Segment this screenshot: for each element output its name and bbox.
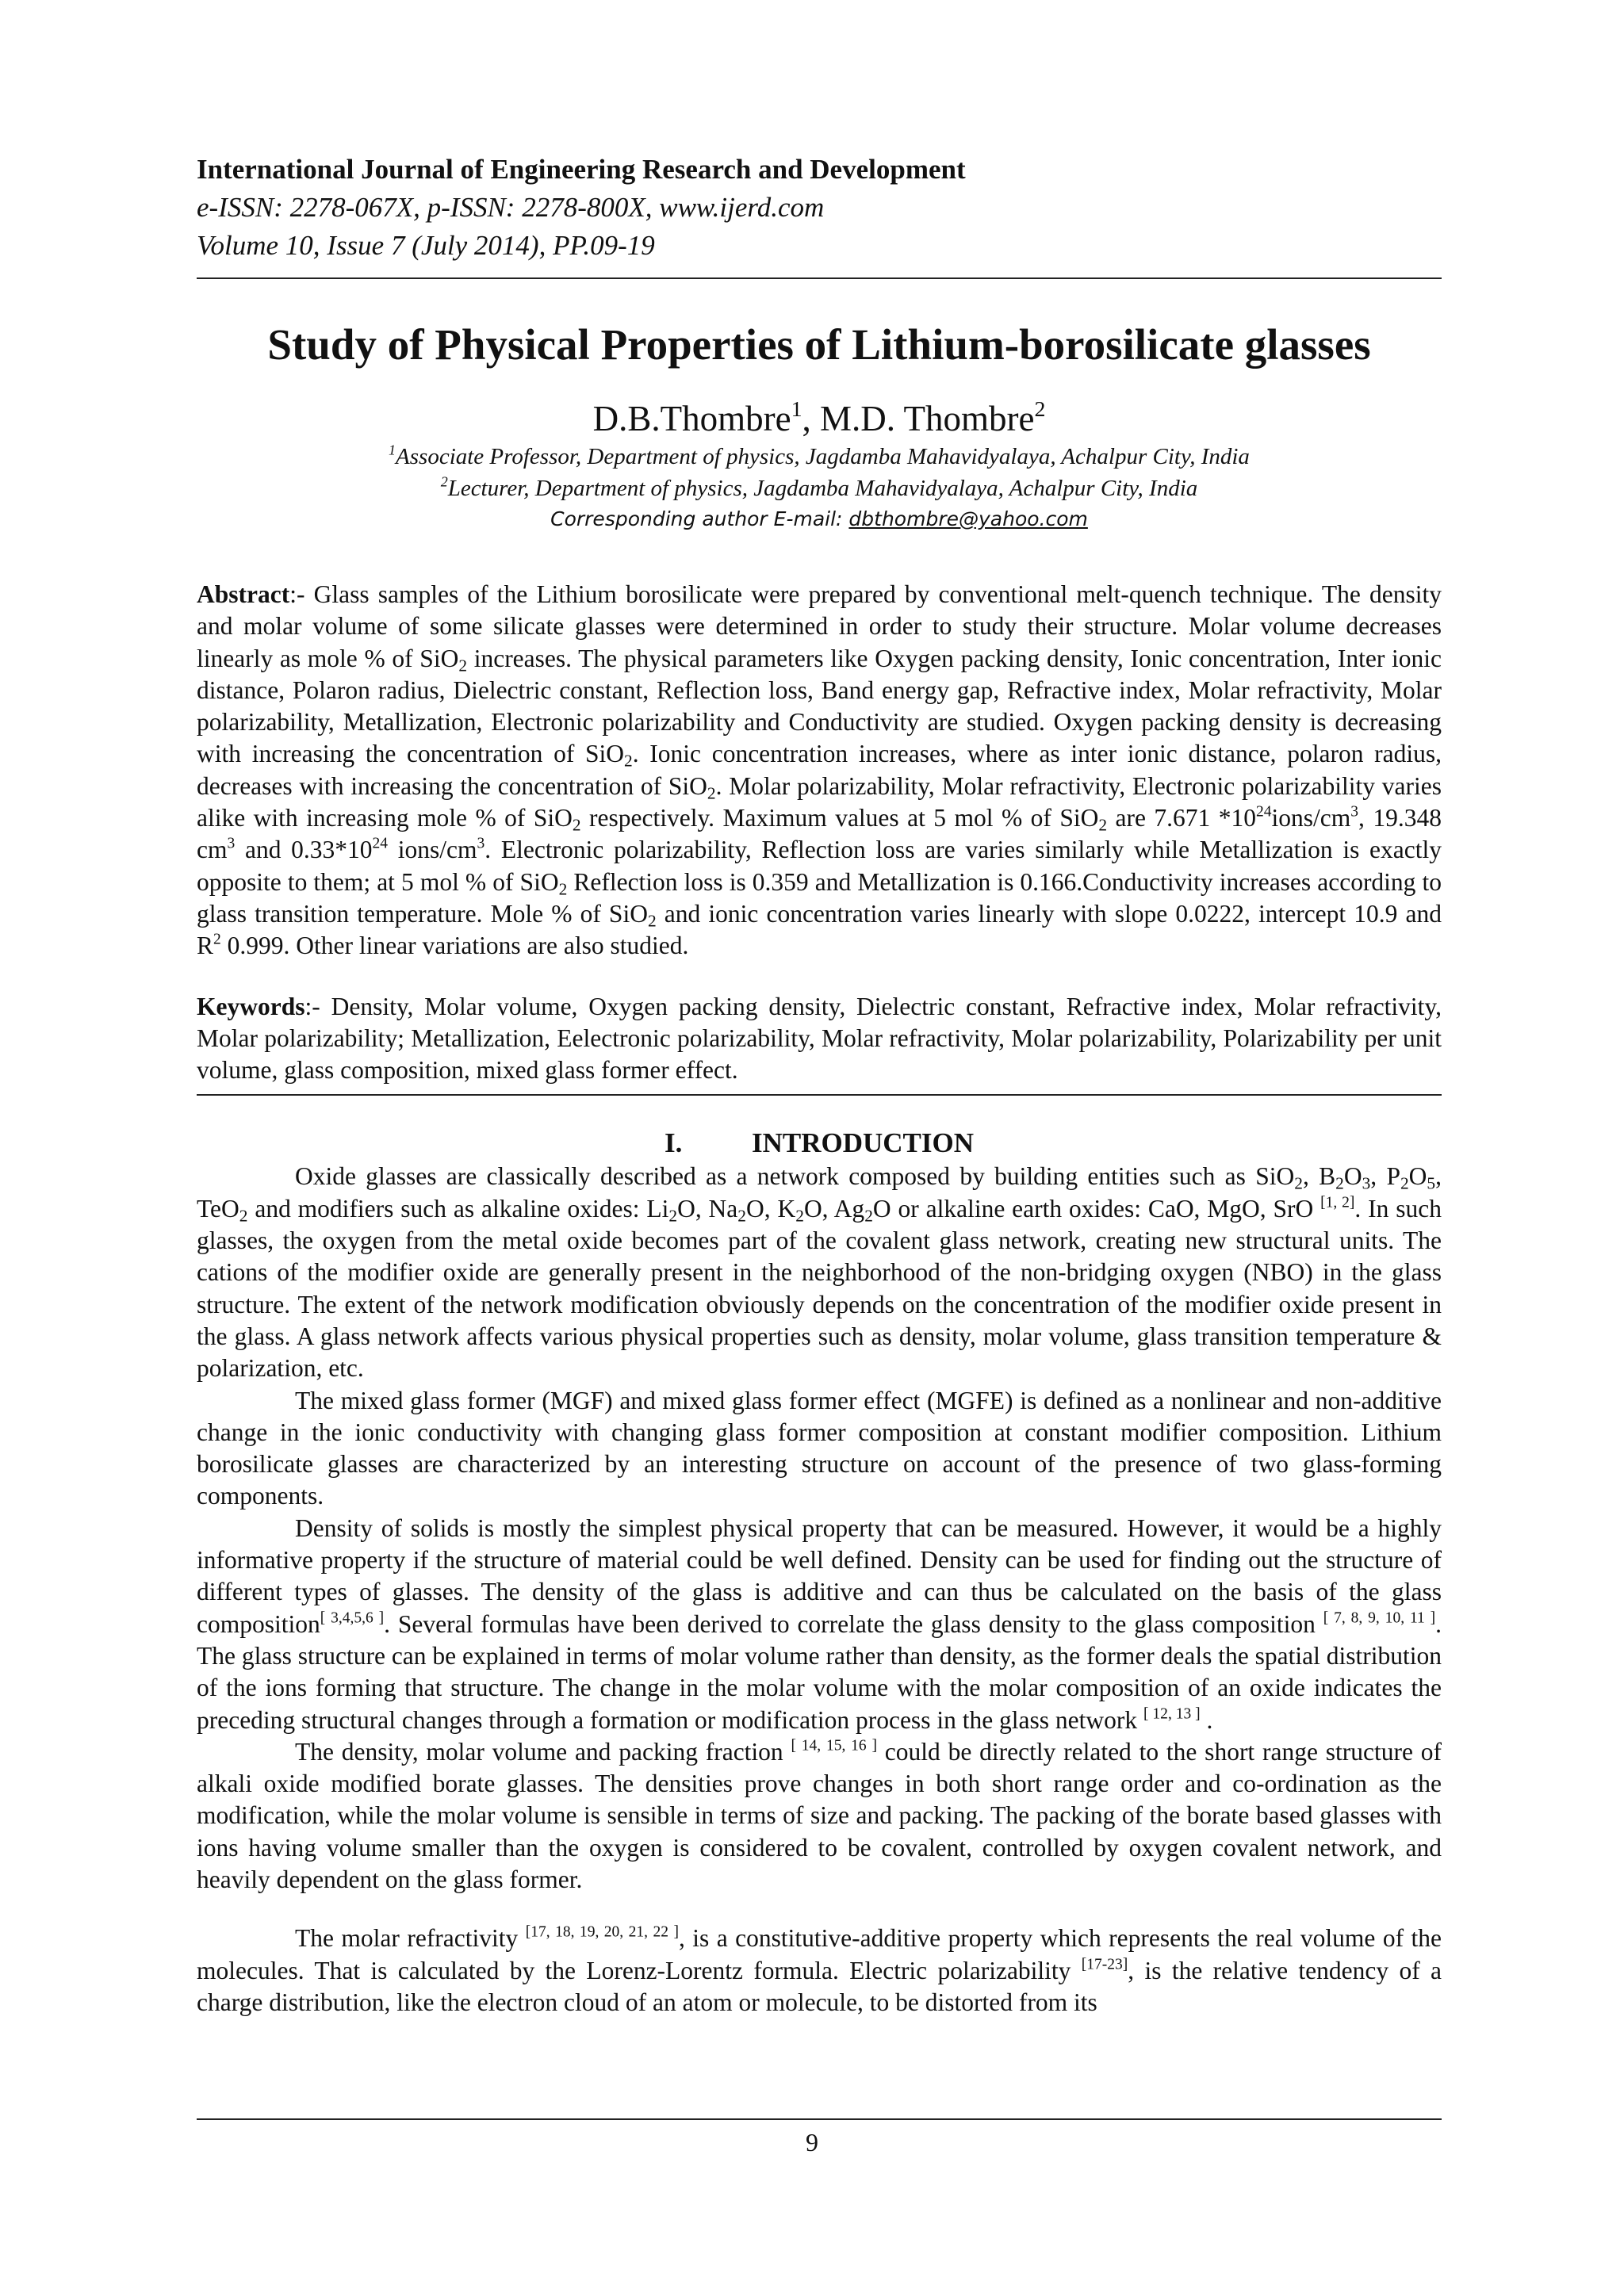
- intro-text: . The glass structure can be explained in terms of molar volume rather than density, as the former deals the spatial distribution of the ions forming that structure. The change in the molar volume with the molar composition of an oxide indicates the preceding structural changes through a formation or modification process in the glass network: [197, 1609, 1442, 1734]
- intro-text: , TeO: [197, 1162, 1442, 1223]
- intro-text: O, Ag: [803, 1194, 865, 1223]
- affiliation-1-text: Associate Professor, Department of physics, Jagdamba Mahavidyalaya, Achalpur City, India: [396, 444, 1250, 469]
- intro-text: The density, molar volume and packing fraction: [295, 1737, 791, 1766]
- intro-text: Density of solids is mostly the simplest physical property that can be measured. However, it would be a highly informative property if the structure of material could be well defined. Density can be used for finding out the structure of different types of glasses. The density of the glass is additive and can thus be calculated on the basis of the glass composition: [197, 1513, 1442, 1638]
- intro-text: could be directly related to the short range structure of alkali oxide modified borate glasses. The densities prove changes in both short range order and co-ordination as the modification, while the molar volume is sensible in terms of size and packing. The packing of the borate based glasses with ions having volume smaller than the oxygen is considered to be covalent, controlled by oxygen covalent network, and heavily dependent on the glass former.: [197, 1737, 1442, 1893]
- author-1: D.B.Thombre: [592, 399, 791, 438]
- citation: [1, 2]: [1320, 1194, 1355, 1211]
- subscript: 2: [1294, 1173, 1303, 1193]
- author-line: [197, 396, 1442, 441]
- subscript: 2: [647, 911, 657, 931]
- abstract-label: Abstract: [197, 580, 290, 608]
- intro-text: , B: [1302, 1162, 1336, 1191]
- affiliation-2-mark: 2: [440, 473, 448, 490]
- superscript: 3: [1350, 803, 1359, 821]
- abstract-text-1: Glass samples of the Lithium borosilicate were prepared by conventional melt-quench technique. The density and molar volume of some silicate glasses were determined in order to study their structure. Molar volume decreases linearly as mole % of SiO: [197, 580, 1442, 672]
- subscript: 2: [239, 1206, 248, 1226]
- subscript: 2: [1400, 1173, 1409, 1193]
- subscript: 2: [624, 751, 633, 771]
- abstract-text-3: . Ionic concentration increases, where as inter ionic distance, polaron radius, decreases with increasing the concentration of SiO: [197, 740, 1442, 800]
- author-separator: ,: [802, 399, 821, 438]
- footer-rule: [197, 2118, 1442, 2120]
- intro-text: .: [1200, 1705, 1213, 1734]
- abstract-text-4: . Molar polarizability, Molar refractivity, Electronic polarizability varies alike with increasing mole % of SiO: [197, 771, 1442, 832]
- affiliation-1: [197, 441, 1442, 473]
- intro-text: . Several formulas have been derived to correlate the glass density to the glass composition: [384, 1609, 1323, 1638]
- journal-header: [197, 151, 1442, 265]
- intro-paragraph-3: [197, 1513, 1442, 1736]
- corresponding-label: Corresponding author E-mail:: [550, 507, 849, 530]
- subscript: 2: [795, 1206, 804, 1226]
- abstract-text-9: and 0.33*10: [235, 836, 373, 864]
- keywords-sep: :-: [304, 992, 331, 1020]
- subscript: 2: [572, 815, 581, 835]
- abstract-text-5: respectively. Maximum values at 5 mol % of SiO: [580, 804, 1099, 832]
- subscript: 2: [864, 1206, 873, 1226]
- intro-text: O, Na: [677, 1194, 738, 1223]
- abstract-text-10: ions/cm: [388, 836, 477, 864]
- corresponding-author: [197, 504, 1442, 534]
- citation: [ 7, 8, 9, 10, 11 ]: [1323, 1609, 1436, 1626]
- abstract-text-14: 0.999. Other linear variations are also studied.: [220, 932, 689, 960]
- intro-paragraph-4: [197, 1736, 1442, 1896]
- intro-text: , is the relative tendency of a charge distribution, like the electron cloud of an atom or molecule, to be distorted from its: [197, 1956, 1442, 2016]
- abstract-text-6: are 7.671 *10: [1107, 804, 1257, 832]
- intro-text: , P: [1370, 1162, 1400, 1191]
- intro-text: O: [1343, 1162, 1362, 1191]
- superscript: 3: [227, 835, 236, 852]
- affiliation-1-mark: 1: [389, 442, 396, 458]
- author-2: M.D. Thombre: [820, 399, 1035, 438]
- intro-text: O, K: [746, 1194, 796, 1223]
- intro-text: O or alkaline earth oxides: CaO, MgO, SrO: [872, 1194, 1321, 1223]
- corresponding-email-link[interactable]: dbthombre@yahoo.com: [848, 507, 1088, 530]
- superscript: 2: [213, 931, 221, 948]
- citation: [17-23]: [1081, 1955, 1128, 1973]
- intro-text: The molar refractivity: [295, 1924, 526, 1953]
- intro-text: O: [1408, 1162, 1427, 1191]
- keywords-label: Keywords: [197, 992, 305, 1020]
- abstract-text-8: , 19.348 cm: [197, 804, 1442, 864]
- intro-text: , is a constitutive-additive property which represents the real volume of the molecules. That is calculated by the Lorenz-Lorentz formula. Electric polarizability: [197, 1924, 1442, 1984]
- paper-title: Study of Physical Properties of Lithium-borosilicate glasses: [267, 320, 1371, 369]
- page-number: 9: [806, 2128, 818, 2156]
- keywords-text: Density, Molar volume, Oxygen packing density, Dielectric constant, Refractive index, Molar refractivity, Molar polarizability; Metallization, Eelectronic polarizability, Molar refractivity, Molar polarizability, Polarizability per unit volume, glass composition, mixed glass former effect.: [197, 992, 1442, 1085]
- superscript: 3: [477, 835, 485, 852]
- abstract-text-2: increases. The physical parameters like Oxygen packing density, Ionic concentration, Inter ionic distance, Polaron radius, Dielectric constant, Reflection loss, Band energy gap, Refractive index, Molar refractivity, Molar polarizability, Metallization, Electronic polarizability and Conductivity are studied. Oxygen packing density is decreasing with increasing the concentration of SiO: [197, 644, 1442, 768]
- intro-paragraph-1: [197, 1161, 1442, 1384]
- subscript: 5: [1427, 1173, 1436, 1193]
- author-2-mark: 2: [1034, 396, 1046, 422]
- author-1-mark: 1: [791, 396, 802, 422]
- intro-paragraph-2: The mixed glass former (MGF) and mixed glass former effect (MGFE) is defined as a nonlinear and non-additive change in the ionic conductivity with changing glass former composition at constant modifier composition. Lithium borosilicate glasses are characterized by an interesting structure on account of the presence of two glass-forming components.: [197, 1386, 1442, 1510]
- abstract-text-12: Reflection loss is 0.359 and Metallization is 0.166.Conductivity increases according to glass transition temperature. Mole % of SiO: [197, 867, 1442, 928]
- abstract-text-13: and ionic concentration varies linearly with slope 0.0222, intercept 10.9 and R: [197, 899, 1442, 960]
- keywords: [197, 991, 1442, 1087]
- citation: [ 14, 15, 16 ]: [791, 1737, 877, 1755]
- journal-issn: e-ISSN: 2278-067X, p-ISSN: 2278-800X, www.ijerd.com: [197, 192, 825, 223]
- keywords-rule: [197, 1094, 1442, 1096]
- journal-volume: Volume 10, Issue 7 (July 2014), PP.09-19: [197, 230, 655, 261]
- subscript: 2: [668, 1206, 678, 1226]
- section-title: INTRODUCTION: [751, 1127, 975, 1159]
- subscript: 2: [737, 1206, 746, 1226]
- citation: [ 3,4,5,6 ]: [320, 1609, 385, 1626]
- section-number: I.: [664, 1127, 683, 1159]
- abstract-text-7: ions/cm: [1271, 804, 1351, 832]
- affiliation-2-text: Lecturer, Department of physics, Jagdamba Mahavidyalaya, Achalpur City, India: [447, 476, 1198, 501]
- superscript: 24: [372, 835, 389, 852]
- subscript: 2: [558, 879, 568, 899]
- abstract-text-11: . Electronic polarizability, Reflection loss are varies similarly while Metallization is exactly opposite to them; at 5 mol % of SiO: [197, 836, 1442, 896]
- intro-text: and modifiers such as alkaline oxides: Li: [247, 1194, 669, 1223]
- citation: [ 12, 13 ]: [1143, 1705, 1201, 1722]
- citation: [17, 18, 19, 20, 21, 22 ]: [525, 1923, 679, 1941]
- abstract: [197, 579, 1442, 962]
- subscript: 2: [1335, 1173, 1344, 1193]
- subscript: 3: [1362, 1173, 1371, 1193]
- affiliation-2: [197, 473, 1442, 504]
- subscript: 2: [1098, 815, 1108, 835]
- superscript: 24: [1256, 803, 1272, 821]
- intro-text: Oxide glasses are classically described as a network composed by building entities such as SiO: [295, 1162, 1295, 1191]
- journal-title: International Journal of Engineering Research and Development: [197, 154, 966, 185]
- section-heading: [197, 1126, 1442, 1161]
- abstract-sep: :-: [289, 580, 314, 608]
- subscript: 2: [458, 655, 468, 675]
- intro-paragraph-5: [197, 1923, 1442, 2019]
- subscript: 2: [707, 783, 716, 803]
- intro-text: . In such glasses, the oxygen from the metal oxide becomes part of the covalent glass network, creating new structural units. The cations of the modifier oxide are generally present in the neighborhood of the non-bridging oxygen (NBO) in the glass structure. The extent of the network modification obviously depends on the concentration of the modifier oxide present in the glass. A glass network affects various physical properties such as density, molar volume, glass transition temperature & polarization, etc.: [197, 1194, 1442, 1383]
- paper-page: [197, 151, 1442, 2019]
- header-rule: [197, 277, 1442, 279]
